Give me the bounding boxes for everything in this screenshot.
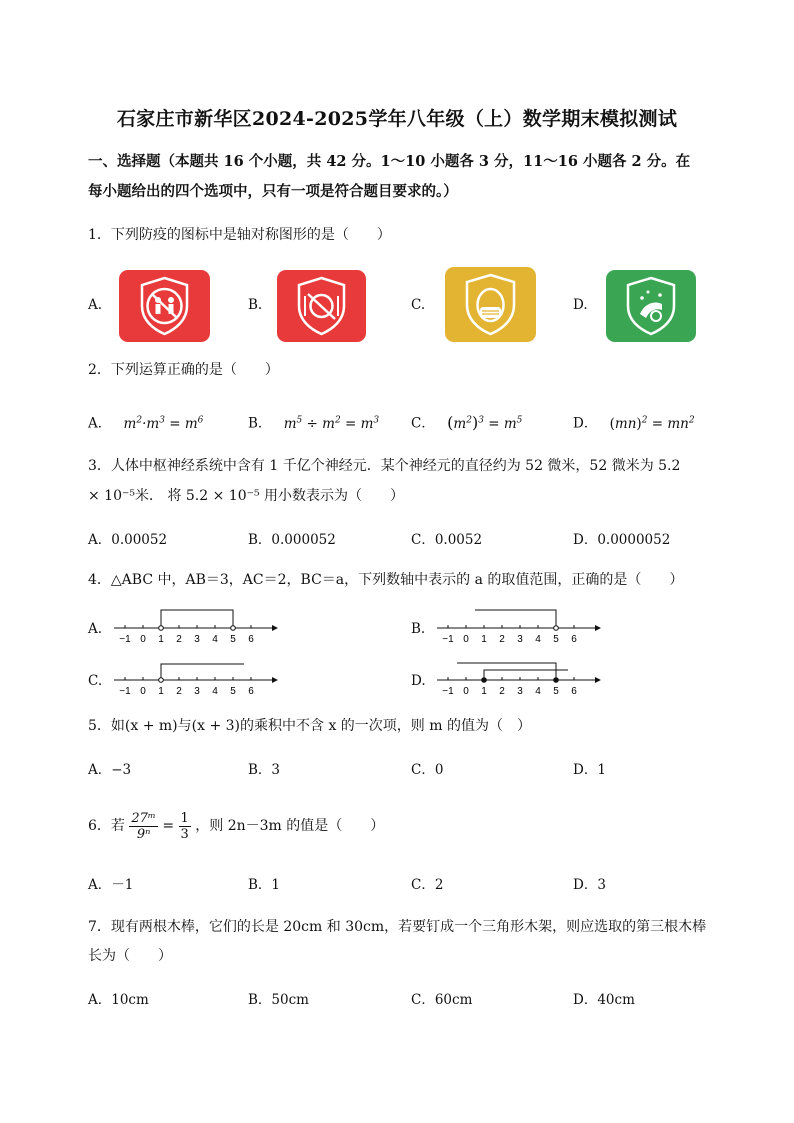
crowd-ban-shield-icon xyxy=(119,270,210,342)
tick-label: 6 xyxy=(248,634,254,645)
q2-option-b-label: B． xyxy=(248,415,272,432)
q5-option-c: C．0 xyxy=(411,762,444,778)
mask-shield-icon xyxy=(445,267,536,342)
q5-option-d: D．1 xyxy=(573,762,606,778)
q1-option-d-label: D. xyxy=(573,297,588,313)
q2-option-b: B． $m^5 \div m^2 = m^3$ xyxy=(248,415,380,432)
q6-option-d: D．3 xyxy=(573,877,606,893)
handwash-shield-icon xyxy=(606,270,696,342)
tick-label: −1 xyxy=(442,634,454,645)
question-7-line-1: 7．现有两根木棒，它们的长是 20cm 和 30cm，若要钉成一个三角形木架，则应选取的第三根木棒 xyxy=(88,919,707,935)
q6-option-c: C．2 xyxy=(411,877,444,893)
question-6-stem xyxy=(88,806,384,846)
q2-option-c: C． $(m^2)^3 = m^5$ xyxy=(411,412,523,432)
q2-option-c-label: C． xyxy=(411,415,435,432)
tick-label: 1 xyxy=(158,634,164,645)
q6-numerator: 27ᵐ xyxy=(131,810,156,826)
q4-option-d-label: D. xyxy=(411,673,426,689)
tick-label: 2 xyxy=(176,686,182,697)
tick-label: 2 xyxy=(499,686,505,697)
q6-right-denominator: 3 xyxy=(180,826,189,842)
tick-label: 5 xyxy=(230,634,236,645)
question-5-stem: 5．如(x + m)与(x + 3)的乘积中不含 x 的一次项，则 m 的值为（ ） xyxy=(88,718,531,734)
q4-option-b-label: B. xyxy=(411,621,426,637)
tick-label: 4 xyxy=(535,686,541,697)
tick-label: 2 xyxy=(176,634,182,645)
q1-option-a-label: A. xyxy=(88,297,103,313)
page-title: 石家庄市新华区2024-2025学年八年级（上）数学期末模拟测试 xyxy=(116,108,678,130)
tick-label: 3 xyxy=(517,634,523,645)
question-7-line-2: 长为（ ） xyxy=(88,948,172,964)
tick-label: 6 xyxy=(571,634,577,645)
q6-denominator: 9ⁿ xyxy=(136,826,151,842)
q7-option-d: D．40cm xyxy=(573,992,635,1008)
tick-label: −1 xyxy=(119,686,131,697)
tick-label: 6 xyxy=(571,686,577,697)
tick-label: 4 xyxy=(535,634,541,645)
tick-label: 4 xyxy=(212,686,218,697)
q6-fraction-right xyxy=(179,811,191,842)
tick-label: 3 xyxy=(194,686,200,697)
q1-option-b-label: B. xyxy=(248,297,263,313)
question-2-stem: 2．下列运算正确的是（ ） xyxy=(88,362,279,378)
q4-option-a-label: A. xyxy=(88,621,103,637)
q3-option-a: A．0.00052 xyxy=(88,532,168,548)
tick-label: 0 xyxy=(463,686,469,697)
q5-option-a: A．−3 xyxy=(88,762,132,778)
q6-right-numerator: 1 xyxy=(180,810,189,826)
q2-option-a: A． $m^2\cdot m^3 = m^6$ xyxy=(88,415,204,432)
question-3-line-1: 3．人体中枢神经系统中含有 1 千亿个神经元．某个神经元的直径约为 52 微米，52 微米为 5.2 xyxy=(88,458,681,474)
q3-option-d: D．0.0000052 xyxy=(573,532,671,548)
q2-option-d-label: D． xyxy=(573,415,598,432)
tick-label: 2 xyxy=(499,634,505,645)
q3-option-b: B．0.000052 xyxy=(248,532,336,548)
tick-label: 0 xyxy=(463,634,469,645)
q2-option-a-label: A． xyxy=(88,415,112,432)
tick-label: 4 xyxy=(212,634,218,645)
tick-label: 3 xyxy=(517,686,523,697)
tick-label: 0 xyxy=(140,634,146,645)
q6-equals: = xyxy=(162,818,175,834)
tick-label: 1 xyxy=(481,686,487,697)
q7-option-b: B．50cm xyxy=(248,992,309,1008)
q7-option-c: C．60cm xyxy=(411,992,473,1008)
tick-label: 5 xyxy=(553,634,559,645)
section-header-line-2: 每小题给出的四个选项中，只有一项是符合题目要求的。） xyxy=(88,183,458,200)
q4-number-line-d xyxy=(435,658,605,700)
question-3-line-2: × 10⁻⁵米． 将 5.2 × 10⁻⁵ 用小数表示为（ ） xyxy=(88,488,405,504)
q5-option-b: B．3 xyxy=(248,762,281,778)
q4-number-line-a xyxy=(112,606,282,648)
tick-label: 3 xyxy=(194,634,200,645)
q4-number-line-b xyxy=(435,606,605,648)
tick-label: 6 xyxy=(248,686,254,697)
tick-label: 1 xyxy=(481,634,487,645)
q6-prefix: 6．若 xyxy=(88,818,125,834)
tick-label: 0 xyxy=(140,686,146,697)
q2-option-d: D． $(mn)^2 = mn^2$ xyxy=(573,415,695,432)
q4-number-line-c xyxy=(112,658,282,700)
q6-suffix: ，则 2n－3m 的值是（ ） xyxy=(195,818,385,834)
tick-label: −1 xyxy=(119,634,131,645)
q4-option-c-label: C. xyxy=(88,673,103,689)
q7-option-a: A．10cm xyxy=(88,992,149,1008)
q6-fraction-left xyxy=(129,811,158,842)
tick-label: 1 xyxy=(158,686,164,697)
section-header-line-1: 一、选择题（本题共 16 个小题，共 42 分。1～10 小题各 3 分，11～16 小题各 2 分。在 xyxy=(88,153,691,170)
no-dining-shield-icon xyxy=(277,270,366,342)
question-4-stem: 4．△ABC 中，AB＝3，AC＝2，BC＝a，下列数轴中表示的 a 的取值范围，正确的是（ ） xyxy=(88,572,684,588)
question-1-stem: 1．下列防疫的图标中是轴对称图形的是（ ） xyxy=(88,227,391,243)
q3-option-c: C．0.0052 xyxy=(411,532,483,548)
q1-option-c-label: C. xyxy=(411,297,426,313)
tick-label: −1 xyxy=(442,686,454,697)
q6-option-a: A．－1 xyxy=(88,877,134,893)
tick-label: 5 xyxy=(230,686,236,697)
tick-label: 5 xyxy=(553,686,559,697)
q6-option-b: B．1 xyxy=(248,877,281,893)
